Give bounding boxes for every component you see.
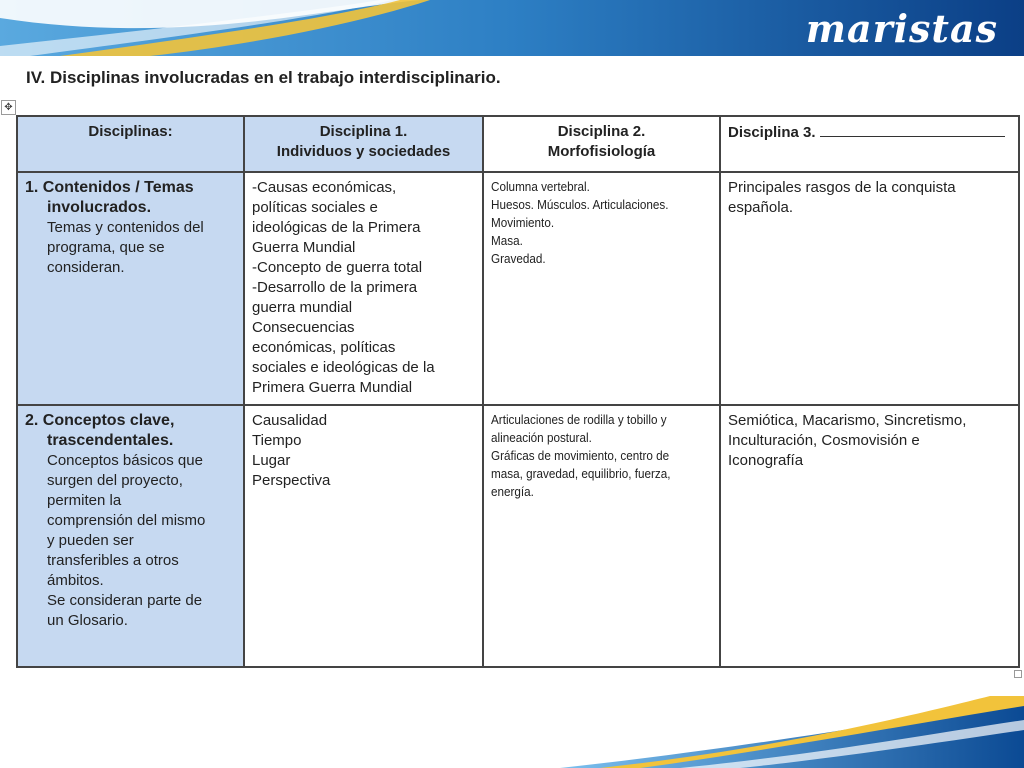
table-row-conceptos	[17, 405, 1019, 667]
header-disciplina-2: Disciplina 2. Morfofisiología	[483, 116, 720, 172]
header-disciplina-1: Disciplina 1. Individuos y sociedades	[244, 116, 483, 172]
cell-d3-conceptos: Semiótica, Macarismo, Sincretismo, Inculturación, Cosmovisión e Iconografía	[720, 405, 1019, 667]
table-resize-handle[interactable]	[1014, 670, 1022, 678]
brand-logo: maristas	[805, 6, 998, 51]
blank-line	[820, 122, 1005, 137]
row-desc: Temas y contenidos del programa, que se consideran.	[47, 219, 204, 276]
cell-d2-conceptos: Articulaciones de rodilla y tobillo y alineación postural. Gráficas de movimiento, centro de masa, gravedad, equilibrio, fuerza, energía.	[483, 405, 720, 667]
row-head-contenidos: 1. Contenidos / Temas involucrados. Temas y contenidos del programa, que se consideran.	[17, 172, 244, 405]
disciplines-table	[16, 115, 1020, 668]
table-header-row	[17, 116, 1019, 172]
header-disciplina-3: Disciplina 3.	[720, 116, 1019, 172]
cell-d2-contenidos: Columna vertebral. Huesos. Músculos. Articulaciones. Movimiento. Masa. Gravedad.	[483, 172, 720, 405]
header-disciplinas: Disciplinas:	[17, 116, 244, 172]
row-desc: Conceptos básicos que surgen del proyecto, permiten la comprensión del mismo y pueden ser transferibles a otros ámbitos. Se consideran parte de un Glosario.	[47, 452, 206, 629]
footer-swoosh	[0, 690, 1024, 768]
table-move-handle-icon[interactable]: ✥	[1, 100, 16, 115]
table-row-contenidos	[17, 172, 1019, 405]
cell-d1-conceptos: Causalidad Tiempo Lugar Perspectiva	[244, 405, 483, 667]
cell-d3-contenidos: Principales rasgos de la conquista española.	[720, 172, 1019, 405]
cell-d1-contenidos: -Causas económicas, políticas sociales e ideológicas de la Primera Guerra Mundial -Concepto de guerra total -Desarrollo de la primera guerra mundial Consecuencias económicas, políticas sociales e ideológicas de la Primera Guerra Mundial	[244, 172, 483, 405]
row-head-conceptos: 2. Conceptos clave, trascendentales. Conceptos básicos que surgen del proyecto, permiten la comprensión del mismo y pueden ser transferibles a otros ámbitos. Se consideran parte de un Glosario.	[17, 405, 244, 667]
section-title: IV. Disciplinas involucradas en el trabajo interdisciplinario.	[26, 68, 501, 87]
